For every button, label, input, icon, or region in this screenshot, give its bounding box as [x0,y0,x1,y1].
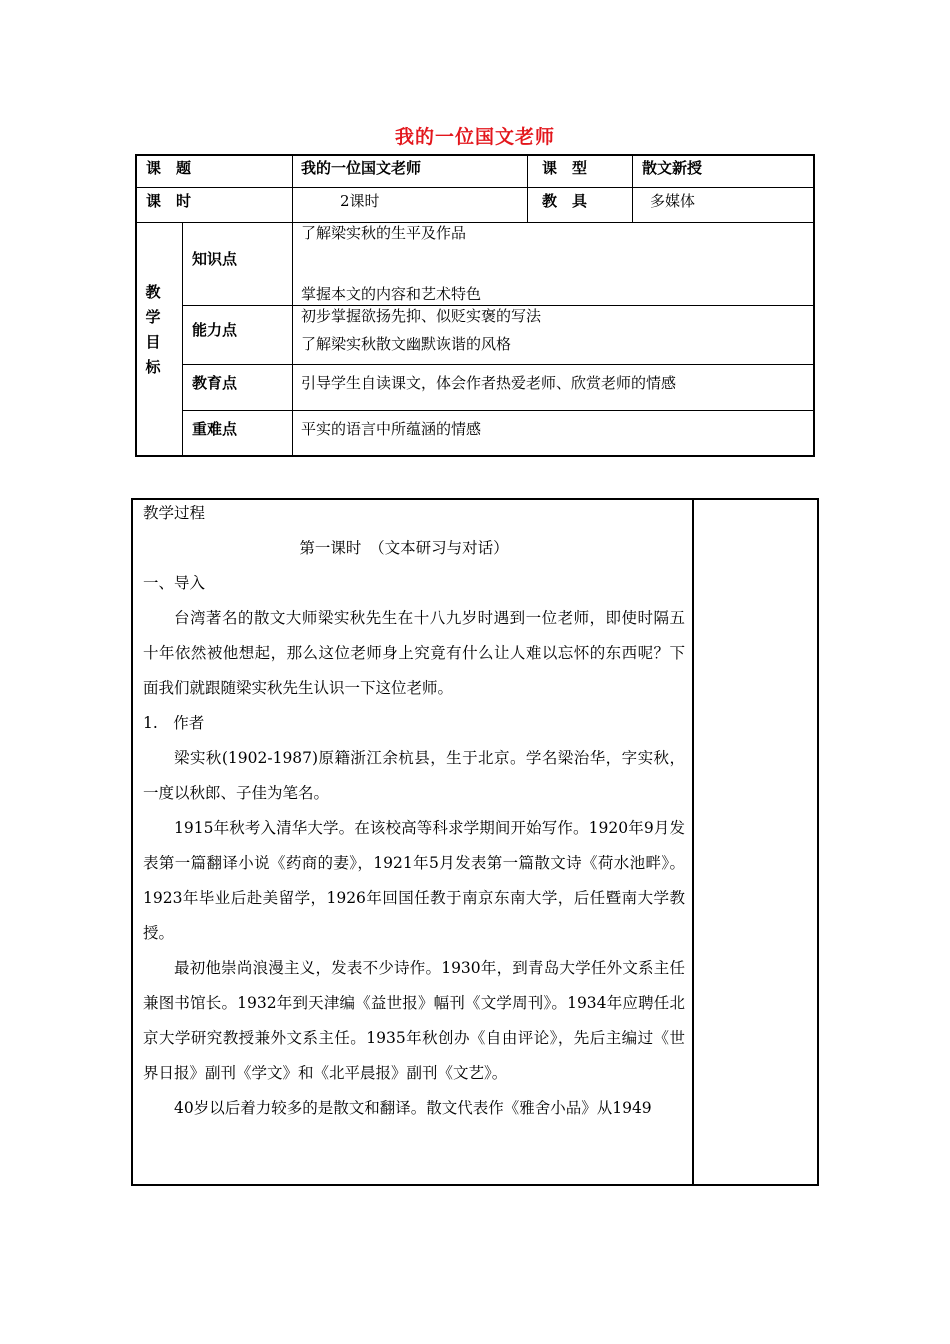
section-intro-heading: 一、导入 [143,574,206,592]
value-topic: 我的一位国文老师 [301,159,422,177]
column-divider [692,498,694,1186]
text-line: 40岁以后着力较多的是散文和翻译。散文代表作《雅舍小品》从1949 [174,1099,652,1117]
objectives-label [143,280,163,380]
text-line: 隔五十年依然被他想起，那么这位老师身上究竟有什么让人难以忘怀的东 [143,609,685,662]
text-line: 月发表第一篇翻译小说《药商的妻》，1921年5月发表第一篇散文诗《荷 [143,819,685,872]
text-line: 任暨南大学教授。 [143,889,685,942]
value-type: 散文新授 [642,159,703,177]
page-title: 我的一位国文老师 [394,126,555,148]
knowledge-line: 了解梁实秋的生平及作品 [301,224,467,242]
label-hours: 课 时 [146,192,192,210]
ability-line: 初步掌握欲扬先抑、似贬实褒的写法 [301,307,542,325]
label-ability: 能力点 [192,321,238,339]
objectives-char: 目 [145,333,161,351]
text-line: 水池畔》。1923年毕业后赴美留学，1926年回国任教于南京东南大学，后 [143,854,685,907]
text-line: 应聘任北京大学研究教授兼外文系主任。1935年秋创办《自由评论》，先 [143,994,685,1047]
education-line: 引导学生自读课文，体会作者热爱老师、欣赏老师的情感 [301,374,677,392]
label-topic: 课 题 [146,159,192,177]
label-knowledge: 知识点 [192,250,238,268]
text-line: 梁实秋(1902-1987)原籍浙江余杭县，生于北京。学名梁治华，字实 [174,749,654,767]
objectives-char: 教 [145,283,161,301]
text-line: 台湾著名的散文大师梁实秋先生在十八九岁时遇到一位老师，即使时 [174,609,654,627]
label-key-difficulty: 重难点 [192,420,238,438]
teaching-process-body [143,496,685,1126]
text-line: 秋，一度以秋郎、子佳为笔名。 [143,749,685,802]
value-tools: 多媒体 [650,192,696,210]
objectives-char: 学 [145,308,161,326]
author-paragraph [143,1091,685,1126]
ability-line: 了解梁实秋散文幽默诙谐的风格 [301,335,512,353]
process-heading: 教学过程 [143,504,206,522]
label-type: 课 型 [542,159,588,177]
item-author-heading: 1. 作者 [143,714,205,732]
lesson-subheading: 第一课时 （文本研习与对话） [299,539,509,557]
text-line: 主任兼图书馆长。1932年到天津编《益世报》幅刊《文学周刊》。1934年 [143,959,685,1012]
text-line: 最初他崇尚浪漫主义，发表不少诗作。1930年，到青岛大学任外文系 [174,959,654,977]
author-paragraph [143,811,685,951]
text-line: 西呢？下面我们就跟随梁实秋先生认识一下这位老师。 [143,644,685,697]
value-hours: 2课时 [340,192,380,210]
key-difficulty-line: 平实的语言中所蕴涵的情感 [301,420,482,438]
label-tools: 教 具 [542,192,588,210]
objectives-char: 标 [145,358,161,376]
label-education: 教育点 [192,374,238,392]
author-paragraph [143,951,685,1091]
intro-paragraph [143,601,685,706]
knowledge-line: 掌握本文的内容和艺术特色 [301,285,482,303]
author-paragraph [143,741,685,811]
text-line: 1915年秋考入清华大学。在该校高等科求学期间开始写作。1920年9 [174,819,654,837]
text-line: 后主编过《世界日报》副刊《学文》和《北平晨报》副刊《文艺》。 [143,1029,685,1082]
